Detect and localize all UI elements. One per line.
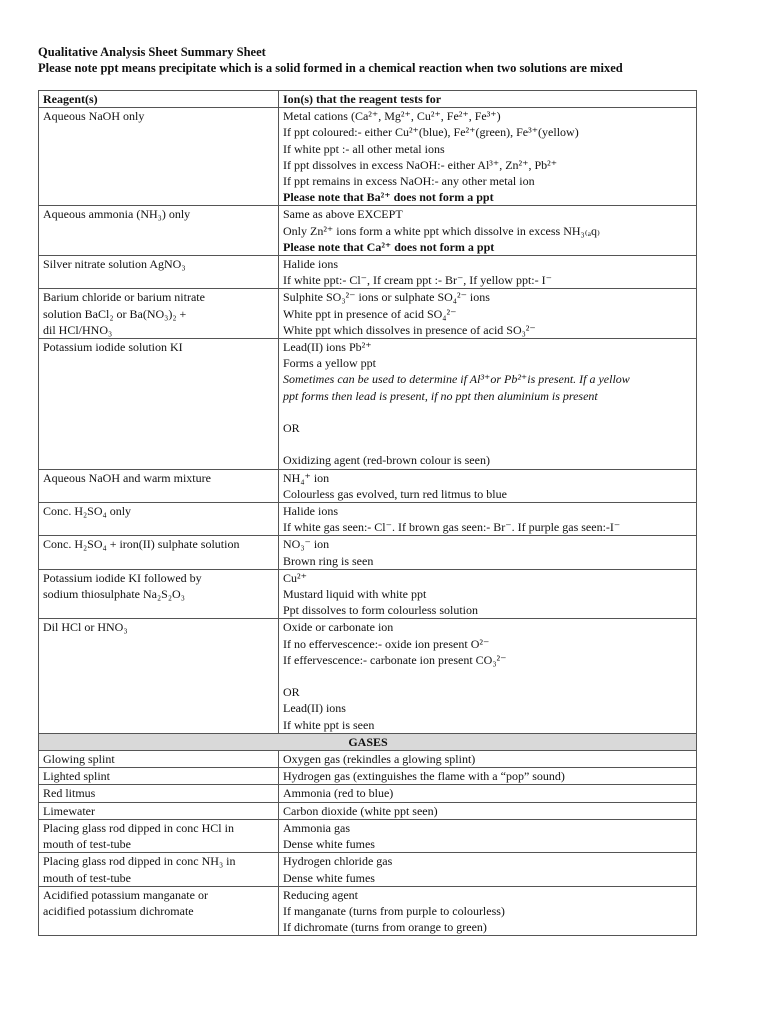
- test-line: NO₃⁻ ion: [283, 537, 330, 552]
- reagent-cell: [39, 289, 279, 339]
- test-result-cell: [279, 569, 697, 619]
- test-line: OR: [283, 685, 300, 700]
- table-row: [39, 108, 697, 206]
- reagent-line: Lighted splint: [43, 769, 110, 784]
- reagent-line: Potassium iodide solution KI: [43, 340, 183, 355]
- test-line: Oxygen gas (rekindles a glowing splint): [283, 752, 476, 767]
- test-line: If dichromate (turns from orange to green): [283, 920, 487, 935]
- table-row: [39, 503, 697, 536]
- test-line: Cu²⁺: [283, 570, 307, 585]
- reagent-line: Barium chloride or barium nitrate: [43, 290, 205, 305]
- test-result-cell: [279, 256, 697, 289]
- test-line: White ppt which dissolves in presence of acid SO₃²⁻: [283, 322, 536, 337]
- test-line: If white ppt:- Cl⁻, If cream ppt :- Br⁻, If yellow ppt:- I⁻: [283, 273, 552, 288]
- test-line: Halide ions: [283, 257, 338, 272]
- reagent-line: Aqueous ammonia (NH₃) only: [43, 207, 191, 222]
- test-line: If white ppt is seen: [283, 717, 375, 732]
- blank-line: [283, 404, 693, 420]
- gas-table-row: [39, 785, 697, 802]
- reagent-line: Placing glass rod dipped in conc NH₃ in: [43, 854, 236, 869]
- gas-table-row: [39, 886, 697, 936]
- test-line: Ammonia (red to blue): [283, 786, 394, 801]
- table-row: [39, 536, 697, 569]
- test-line: ppt forms then lead is present, if no ppt then aluminium is present: [283, 388, 598, 403]
- test-result-cell: [279, 819, 697, 852]
- test-result-cell: [279, 289, 697, 339]
- reagent-cell: [39, 569, 279, 619]
- blank-line: [283, 436, 693, 452]
- test-result-cell: [279, 469, 697, 502]
- gas-table-row: [39, 819, 697, 852]
- reagent-line: Limewater: [43, 803, 95, 818]
- test-result-cell: [279, 785, 697, 802]
- test-line: Hydrogen gas (extinguishes the flame with a “pop” sound): [283, 769, 565, 784]
- test-line: If ppt coloured:- either Cu²⁺(blue), Fe²⁺(green), Fe³⁺(yellow): [283, 125, 579, 140]
- test-line: Metal cations (Ca²⁺, Mg²⁺, Cu²⁺, Fe²⁺, Fe³⁺): [283, 109, 501, 124]
- header-reagent: Reagent(s): [39, 91, 279, 108]
- reagent-cell: [39, 768, 279, 785]
- reagent-cell: [39, 802, 279, 819]
- test-line: Ppt dissolves to form colourless solution: [283, 603, 478, 618]
- table-row: [39, 289, 697, 339]
- test-line: Sulphite SO₃²⁻ ions or sulphate SO₄²⁻ ions: [283, 290, 490, 305]
- test-line: Ammonia gas: [283, 820, 350, 835]
- test-line: NH₄⁺ ion: [283, 470, 330, 485]
- test-result-cell: [279, 108, 697, 206]
- reagent-line: Dil HCl or HNO₃: [43, 620, 128, 635]
- reagent-line: mouth of test-tube: [43, 837, 131, 852]
- reagent-cell: [39, 469, 279, 502]
- test-line: Carbon dioxide (white ppt seen): [283, 803, 438, 818]
- gas-table-row: [39, 768, 697, 785]
- test-line: Please note that Ba²⁺ does not form a ppt: [283, 190, 494, 205]
- test-line: Lead(II) ions Pb²⁺: [283, 340, 372, 355]
- reagent-line: Glowing splint: [43, 752, 115, 767]
- test-line: Mustard liquid with white ppt: [283, 587, 427, 602]
- reagent-cell: [39, 619, 279, 733]
- table-row: [39, 469, 697, 502]
- test-line: Oxidizing agent (red-brown colour is seen): [283, 453, 490, 468]
- test-line: Halide ions: [283, 504, 338, 519]
- test-line: If ppt remains in excess NaOH:- any other metal ion: [283, 174, 535, 189]
- reagent-line: Acidified potassium manganate or: [43, 887, 208, 902]
- reagent-cell: [39, 785, 279, 802]
- test-line: Same as above EXCEPT: [283, 207, 403, 222]
- test-result-cell: [279, 206, 697, 256]
- gas-table-row: [39, 853, 697, 886]
- blank-line: [283, 668, 693, 684]
- reagent-line: dil HCl/HNO₃: [43, 322, 113, 337]
- document-page: [38, 44, 696, 936]
- test-line: If effervescence:- carbonate ion present CO₃²⁻: [283, 652, 507, 667]
- test-line: Lead(II) ions: [283, 701, 346, 716]
- test-result-cell: [279, 536, 697, 569]
- qualitative-analysis-table: [38, 90, 697, 936]
- gas-table-row: [39, 802, 697, 819]
- table-row: [39, 339, 697, 470]
- test-result-cell: [279, 503, 697, 536]
- reagent-cell: [39, 819, 279, 852]
- test-line: If white ppt :- all other metal ions: [283, 141, 445, 156]
- test-result-cell: [279, 751, 697, 768]
- test-line: If white gas seen:- Cl⁻. If brown gas seen:- Br⁻. If purple gas seen:-I⁻: [283, 520, 621, 535]
- table-row: [39, 619, 697, 733]
- test-line: Sometimes can be used to determine if Al³⁺or Pb²⁺is present. If a yellow: [283, 372, 630, 387]
- table-row: [39, 569, 697, 619]
- test-line: Oxide or carbonate ion: [283, 620, 394, 635]
- reagent-cell: [39, 206, 279, 256]
- reagent-cell: [39, 256, 279, 289]
- gases-section-row: [39, 733, 697, 750]
- document-title: Qualitative Analysis Sheet Summary Sheet: [38, 45, 266, 59]
- test-result-cell: [279, 768, 697, 785]
- test-line: Reducing agent: [283, 887, 358, 902]
- test-result-cell: [279, 886, 697, 936]
- test-line: Only Zn²⁺ ions form a white ppt which dissolve in excess NH₃₍ₐq₎: [283, 223, 600, 238]
- reagent-line: solution BaCl₂ or Ba(NO₃)₂ +: [43, 306, 187, 321]
- reagent-line: Conc. H₂SO₄ only: [43, 504, 132, 519]
- reagent-cell: [39, 751, 279, 768]
- reagent-line: mouth of test-tube: [43, 870, 131, 885]
- test-line: OR: [283, 421, 300, 436]
- test-line: If no effervescence:- oxide ion present O²⁻: [283, 636, 490, 651]
- test-line: Colourless gas evolved, turn red litmus to blue: [283, 486, 507, 501]
- test-result-cell: [279, 802, 697, 819]
- reagent-line: Aqueous NaOH only: [43, 109, 145, 124]
- reagent-line: Placing glass rod dipped in conc HCl in: [43, 820, 234, 835]
- reagent-cell: [39, 108, 279, 206]
- gases-heading: GASES: [39, 733, 697, 750]
- table-row: [39, 206, 697, 256]
- reagent-line: Conc. H₂SO₄ + iron(II) sulphate solution: [43, 537, 240, 552]
- test-result-cell: [279, 339, 697, 470]
- table-header-row: [39, 91, 697, 108]
- reagent-cell: [39, 536, 279, 569]
- test-line: If manganate (turns from purple to colourless): [283, 903, 505, 918]
- test-line: If ppt dissolves in excess NaOH:- either Al³⁺, Zn²⁺, Pb²⁺: [283, 157, 558, 172]
- reagent-cell: [39, 339, 279, 470]
- test-line: Hydrogen chloride gas: [283, 854, 393, 869]
- test-line: Please note that Ca²⁺ does not form a ppt: [283, 239, 495, 254]
- reagent-line: acidified potassium dichromate: [43, 903, 194, 918]
- header-ions: Ion(s) that the reagent tests for: [279, 91, 697, 108]
- test-result-cell: [279, 619, 697, 733]
- reagent-line: sodium thiosulphate Na₂S₂O₃: [43, 587, 185, 602]
- table-row: [39, 256, 697, 289]
- document-subtitle: Please note ppt means precipitate which is a solid formed in a chemical reaction when two solutions are mixed: [38, 61, 623, 75]
- reagent-line: Potassium iodide KI followed by: [43, 570, 202, 585]
- gas-table-row: [39, 751, 697, 768]
- reagent-line: Aqueous NaOH and warm mixture: [43, 470, 211, 485]
- test-line: Dense white fumes: [283, 837, 375, 852]
- reagent-line: Red litmus: [43, 786, 96, 801]
- test-result-cell: [279, 853, 697, 886]
- test-line: White ppt in presence of acid SO₄²⁻: [283, 306, 457, 321]
- reagent-cell: [39, 503, 279, 536]
- reagent-line: Silver nitrate solution AgNO₃: [43, 257, 186, 272]
- test-line: Brown ring is seen: [283, 553, 374, 568]
- reagent-cell: [39, 886, 279, 936]
- test-line: Dense white fumes: [283, 870, 375, 885]
- reagent-cell: [39, 853, 279, 886]
- test-line: Forms a yellow ppt: [283, 356, 376, 371]
